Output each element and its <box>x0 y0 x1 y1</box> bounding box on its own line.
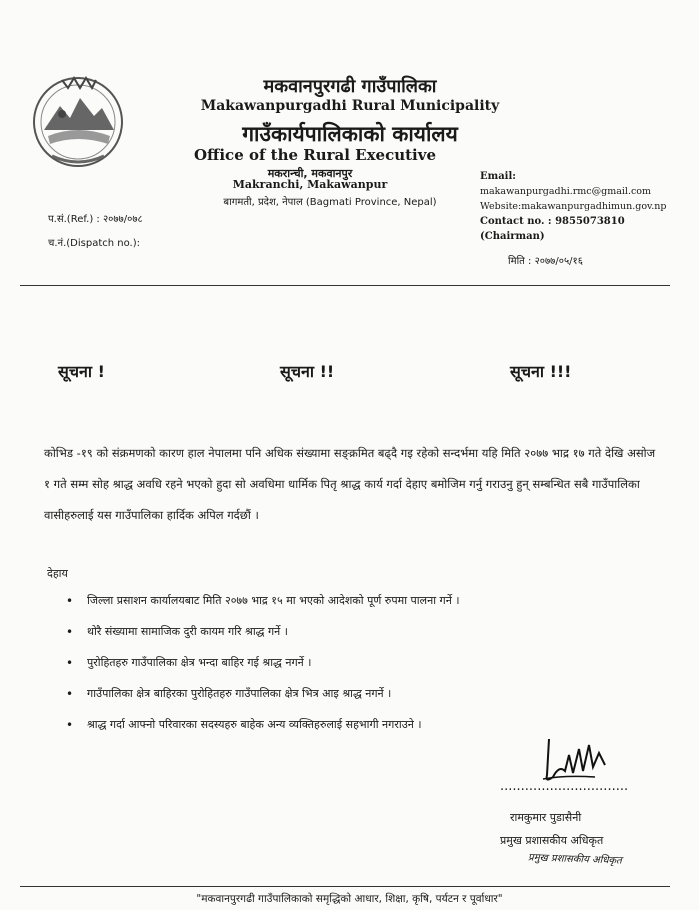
municipality-name-english: Makawanpurgadhi Rural Municipality <box>200 98 500 114</box>
list-item: • पुरोहितहरु गाउँपालिका क्षेत्र भन्दा बाहिर गई श्राद्ध नगर्ने । <box>66 655 626 686</box>
signature-line: ............................... <box>500 779 629 794</box>
nepal-emblem-logo <box>22 64 134 176</box>
chairman-label: (Chairman) <box>480 231 545 242</box>
municipality-name-nepali: मकवानपुरगढी गाउँपालिका <box>263 76 437 97</box>
email-address: makawanpurgadhi.rmc@gmail.com <box>480 186 652 197</box>
list-item: • श्राद्ध गर्दा आफ्नो परिवारका सदस्यहरु बाहेक अन्य व्यक्तिहरुलाई सहभागी नगराउने । <box>66 717 626 748</box>
notice-heading-2: सूचना !! <box>280 362 335 381</box>
header-divider <box>20 285 670 286</box>
instruction-list <box>66 593 626 748</box>
handwritten-signature <box>535 735 615 785</box>
footer-divider <box>20 886 670 887</box>
list-item: • जिल्ला प्रसाशन कार्यालयबाट मिति २०७७ भाद्र १५ मा भएको आदेशको पूर्ण रुपमा पालना गर्ने । <box>66 593 626 624</box>
list-item: • थोरै संख्यामा सामाजिक दुरी कायम गरि श्राद्ध गर्ने । <box>66 624 626 655</box>
website-line: Website:makawanpurgadhimun.gov.np <box>480 201 667 212</box>
signer-designation: प्रमुख प्रशासकीय अधिकृत <box>500 834 604 847</box>
province-line: बागमती, प्रदेश, नेपाल (Bagmati Province, Nepal) <box>223 197 437 208</box>
reference-number: प.सं.(Ref.) : २०७७/०७८ <box>48 214 143 225</box>
notice-paragraph: कोभिड -१९ को संक्रमणको कारण हाल नेपालमा पनि अधिक संख्यामा सङ्क्रमित बढ्दै गइ रहेको सन्दर्भमा यहि मिति २०७७ भाद्र १७ गते देखि असोज १ गते सम्म सोह श्राद्ध अवधि रहने भएको हुदा सो अवधिमा धार्मिक पितृ श्राद्ध कार्य गर्दा देहाए बमोजिम गर्नु गराउनु हुन् सम्बन्धित सबै गाउँपालिका वासीहरुलाई यस गाउँपालिका हार्दिक अपिल गर्दछौं । <box>44 446 656 522</box>
list-item: • गाउँपालिका क्षेत्र बाहिरका पुरोहितहरु गाउँपालिका क्षेत्र भित्र आइ श्राद्ध नगर्ने । <box>66 686 626 717</box>
designation-stamp: प्रमुख प्रशासकीय अधिकृत <box>527 852 623 867</box>
office-name-english: Office of the Rural Executive <box>193 146 436 164</box>
address-nepali: मकरान्ची, मकवानपुर <box>267 167 353 180</box>
office-name-nepali: गाउँकार्यपालिकाको कार्यालय <box>242 122 458 146</box>
letter-date: मिति : २०७७/०५/१६ <box>508 256 583 267</box>
notice-heading-1: सूचना ! <box>58 362 105 381</box>
contact-number: Contact no. : 9855073810 <box>480 216 625 227</box>
footer-slogan: "मकवानपुरगढी गाउँपालिकाको समृद्धिको आधार, शिक्षा, कृषि, पर्यटन र पूर्वाधार" <box>196 893 503 905</box>
email-label: Email: <box>480 171 516 182</box>
address-english: Makranchi, Makawanpur <box>232 178 388 191</box>
dispatch-number: च.नं.(Dispatch no.): <box>48 238 140 249</box>
list-heading: देहाय <box>47 567 68 580</box>
signer-name: रामकुमार पुडासैनी <box>510 811 582 824</box>
notice-heading-3: सूचना !!! <box>510 362 572 381</box>
